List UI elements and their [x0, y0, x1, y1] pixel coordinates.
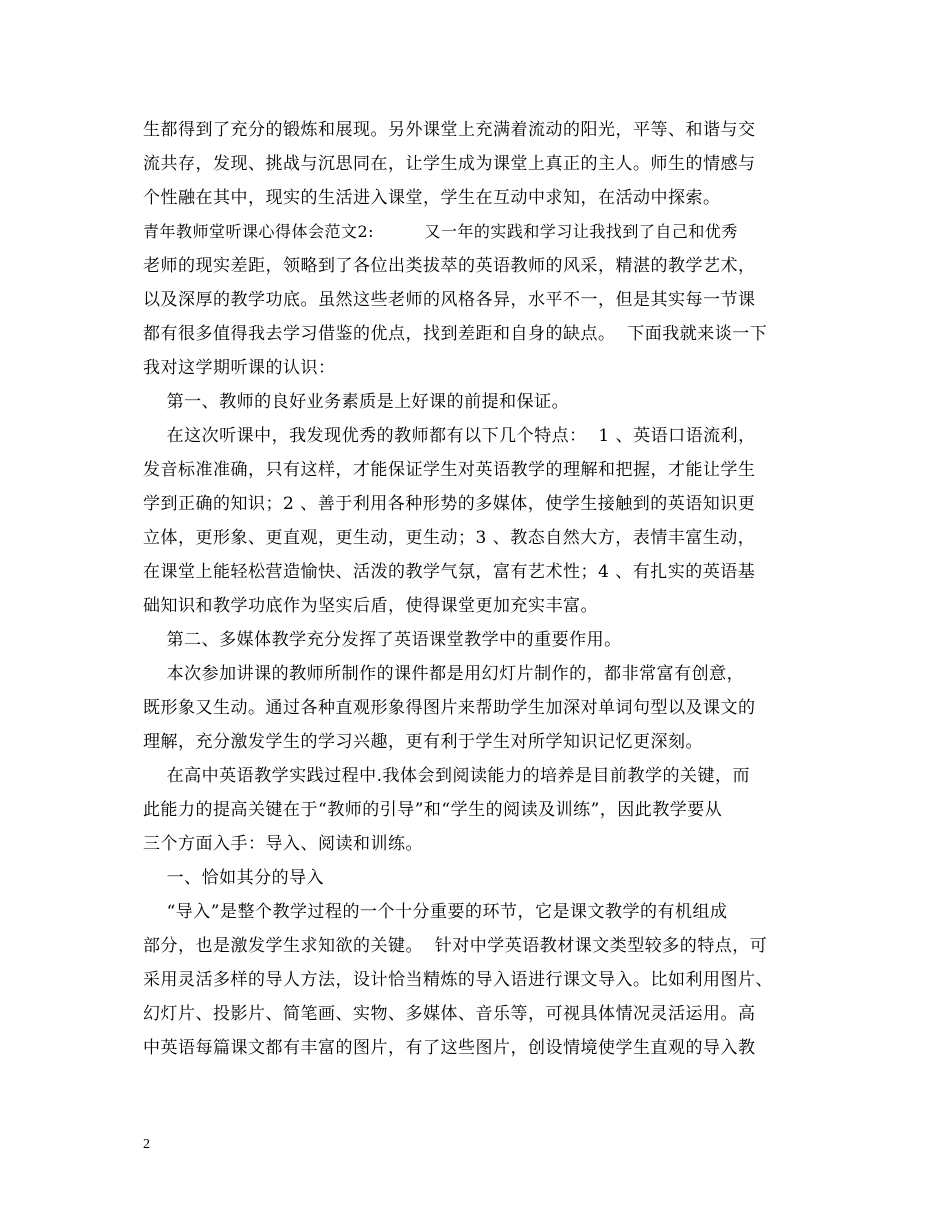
section-heading: 第二、多媒体教学充分发挥了英语课堂教学中的重要作用。 — [143, 630, 622, 650]
text-line: 个性融在其中，现实的生活进入课堂，学生在互动中求知，在活动中探索。 — [143, 188, 721, 208]
text-line: 理解，充分激发学生的学习兴趣，更有利于学生对所学知识记忆更深刻。 — [143, 732, 703, 752]
text-line: 都有很多值得我去学习借鉴的优点，找到差距和自身的缺点。 下面我就来谈一下 — [143, 324, 768, 344]
text-line: 老师的现实差距，领略到了各位出类拔萃的英语教师的风采，精湛的教学艺术， — [143, 256, 756, 276]
text-line: 幻灯片、投影片、简笔画、实物、多媒体、音乐等，可视具体情况灵活运用。高 — [143, 1004, 756, 1024]
text-line: 生都得到了充分的锻炼和展现。另外课堂上充满着流动的阳光，平等、和谐与交 — [143, 120, 756, 140]
document-body — [143, 113, 808, 1065]
text-line: 在这次听课中，我发现优秀的教师都有以下几个特点： 1 、英语口语流利， — [143, 426, 756, 446]
text-line: 流共存，发现、挑战与沉思同在，让学生成为课堂上真正的主人。师生的情感与 — [143, 154, 756, 174]
text-line: 采用灵活多样的导人方法，设计恰当精炼的导入语进行课文导入。比如利用图片、 — [143, 970, 773, 990]
text-line: 学到正确的知识；2 、善于利用各种形势的多媒体，使学生接触到的英语知识更 — [143, 494, 756, 514]
page-number: 2 — [143, 1137, 150, 1152]
text-line: 中英语每篇课文都有丰富的图片，有了这些图片，创设情境使学生直观的导入教 — [143, 1038, 756, 1058]
section-heading: 第一、教师的良好业务素质是上好课的前提和保证。 — [143, 392, 570, 412]
text-line: 此能力的提高关键在于“教师的引导”和“学生的阅读及训练”，因此教学要从 — [143, 800, 723, 820]
text-line: 部分，也是激发学生求知欲的关键。 针对中学英语教材课文类型较多的特点，可 — [143, 936, 768, 956]
text-line: 青年教师堂听课心得体会范文2: 又一年的实践和学习让我找到了自己和优秀 — [143, 222, 738, 241]
section-heading: 一、恰如其分的导入 — [143, 868, 325, 888]
text-line: 在高中英语教学实践过程中.我体会到阅读能力的培养是目前教学的关键，而 — [143, 766, 751, 786]
text-line: 既形象又生动。通过各种直观形象得图片来帮助学生加深对单词句型以及课文的 — [143, 698, 756, 718]
text-line: 三个方面入手：导入、阅读和训练。 — [143, 834, 423, 854]
text-line: 础知识和教学功底作为坚实后盾，使得课堂更加充实丰富。 — [143, 596, 598, 616]
text-line: 立体，更形象、更直观，更生动，更生动；3 、教态自然大方，表情丰富生动， — [143, 528, 756, 548]
text-line: 发音标准准确，只有这样，才能保证学生对英语教学的理解和把握，才能让学生 — [143, 460, 756, 480]
text-line: 以及深厚的教学功底。虽然这些老师的风格各异，水平不一，但是其实每一节课 — [143, 290, 756, 310]
text-line: “导入”是整个教学过程的一个十分重要的环节，它是课文教学的有机组成 — [143, 902, 728, 922]
text-line: 本次参加讲课的教师所制作的课件都是用幻灯片制作的，都非常富有创意， — [143, 664, 745, 684]
text-line: 我对这学期听课的认识： — [143, 358, 336, 378]
text-line: 在课堂上能轻松营造愉快、活泼的教学气氛，富有艺术性；4 、有扎实的英语基 — [143, 562, 756, 582]
